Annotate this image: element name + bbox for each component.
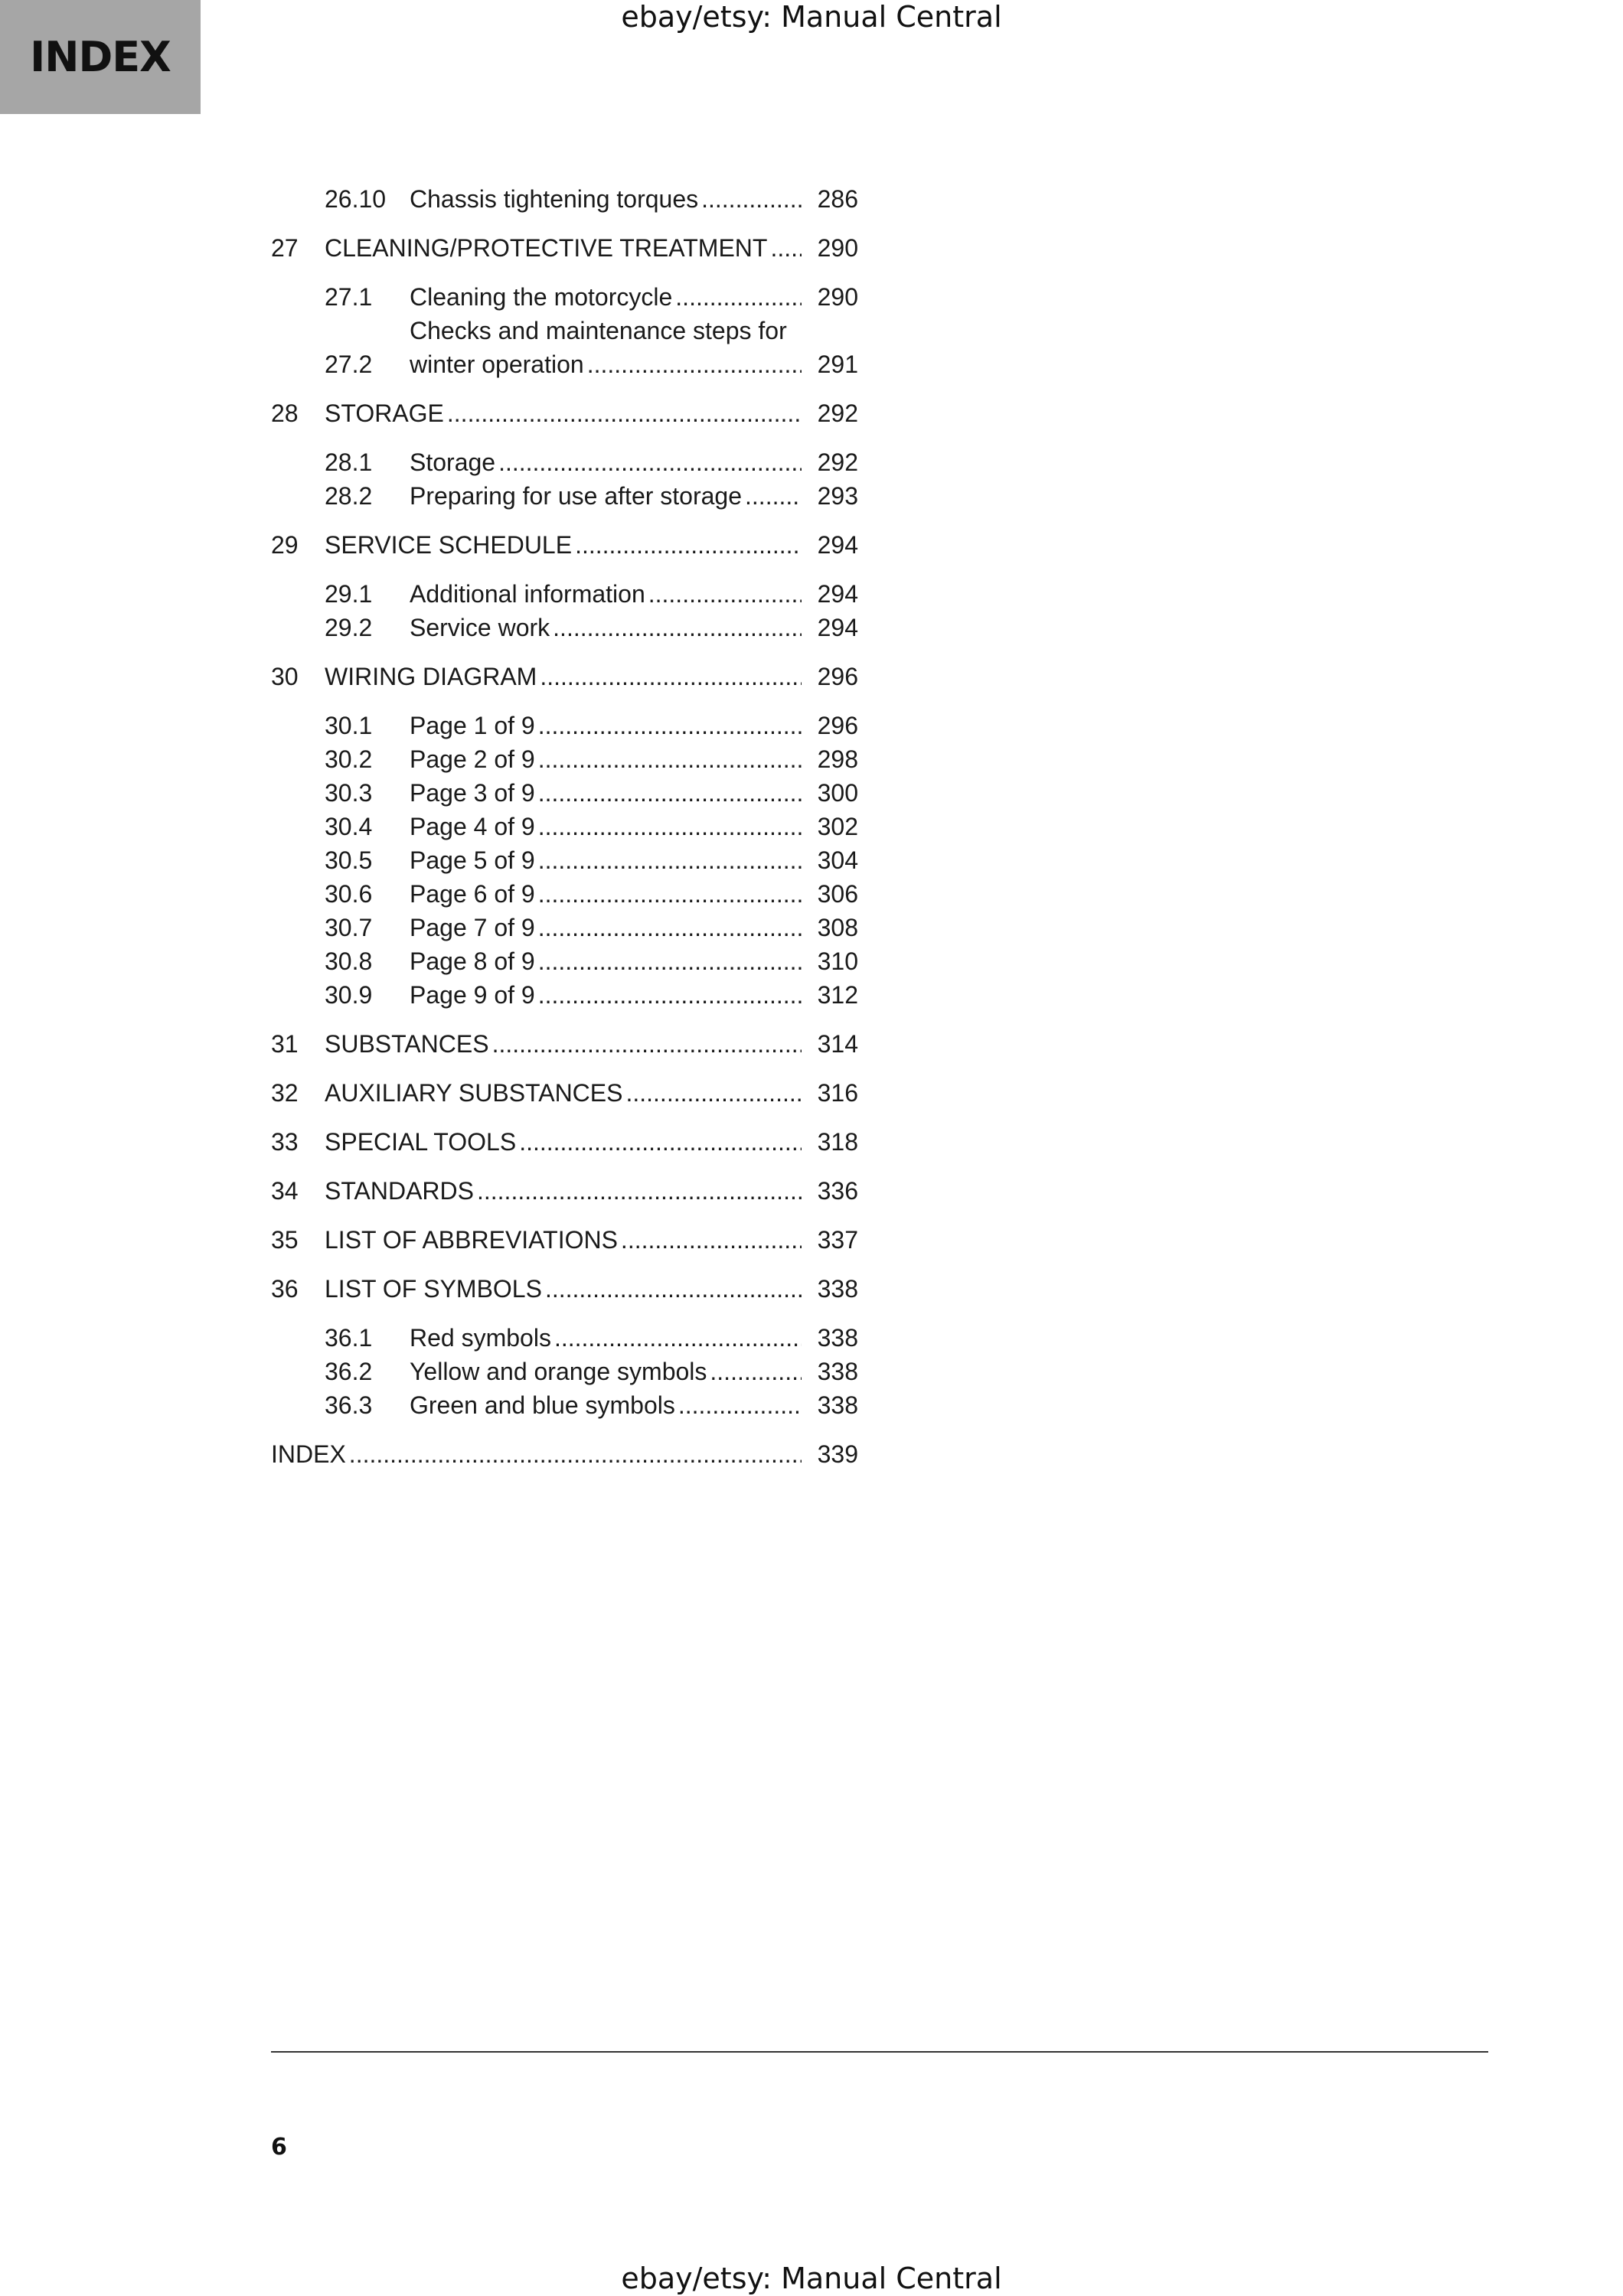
toc-entry-page: 304 — [817, 846, 858, 874]
toc-entry-title-cell — [410, 1321, 802, 1355]
dot-leader — [535, 776, 802, 810]
toc-entry-number: 29.1 — [325, 580, 373, 608]
toc-entry[interactable] — [271, 1272, 858, 1306]
dot-leader — [551, 1321, 802, 1355]
dot-leader — [622, 1076, 802, 1110]
toc-entry[interactable] — [271, 445, 858, 479]
toc-entry-title: Service work — [410, 614, 550, 641]
toc-entry-number: 30.5 — [325, 846, 373, 874]
dot-leader — [707, 1355, 802, 1388]
dot-leader — [675, 1388, 802, 1422]
toc-entry-title-cell — [410, 479, 802, 513]
toc-entry-title: WIRING DIAGRAM — [325, 663, 537, 690]
toc-entry-number: 30 — [271, 663, 299, 690]
toc-entry-page: 294 — [817, 614, 858, 641]
toc-entry-title: Page 4 of 9 — [410, 813, 535, 840]
toc-entry-title-cell — [410, 709, 802, 742]
footer-divider — [271, 2051, 1488, 2053]
toc-entry-page: 314 — [817, 1030, 858, 1058]
toc-entry-page: 312 — [817, 981, 858, 1009]
toc-entry-title-cell — [325, 1125, 802, 1159]
toc-entry[interactable] — [271, 911, 858, 944]
toc-entry-title: SERVICE SCHEDULE — [325, 531, 573, 559]
toc-entry[interactable] — [271, 1437, 858, 1471]
toc-entry-page: 338 — [817, 1358, 858, 1385]
dot-leader — [672, 280, 802, 314]
toc-entry-title: SPECIAL TOOLS — [325, 1128, 517, 1156]
toc-entry-page: 296 — [817, 663, 858, 690]
toc-entry-title-cell — [410, 944, 802, 978]
dot-leader — [535, 978, 802, 1012]
dot-leader — [489, 1027, 802, 1061]
toc-entry-page: 290 — [817, 283, 858, 311]
toc-entry-number: 30.9 — [325, 981, 373, 1009]
toc-entry-number: 28 — [271, 400, 299, 427]
toc-entry-page: 306 — [817, 880, 858, 908]
toc-entry-title: Page 1 of 9 — [410, 712, 535, 739]
toc-entry-title-cell — [410, 843, 802, 877]
dot-leader — [550, 611, 802, 644]
toc-entry-title-cell — [410, 445, 802, 479]
dot-leader — [698, 182, 802, 216]
dot-leader — [535, 843, 802, 877]
toc-entry-title: LIST OF SYMBOLS — [325, 1275, 542, 1303]
toc-entry[interactable] — [271, 1321, 858, 1355]
toc-entry[interactable] — [271, 810, 858, 843]
toc-entry-number: 26.10 — [325, 185, 387, 213]
dot-leader — [346, 1437, 802, 1471]
toc-entry[interactable] — [271, 611, 858, 644]
toc-entry[interactable] — [271, 1355, 858, 1388]
toc-entry-number: 34 — [271, 1177, 299, 1205]
toc-entry-number: 33 — [271, 1128, 299, 1156]
toc-entry[interactable] — [271, 182, 858, 216]
dot-leader — [535, 709, 802, 742]
toc-entry-title-cell — [410, 776, 802, 810]
toc-entry-title-cell — [410, 1355, 802, 1388]
toc-entry-title-cell — [325, 1027, 802, 1061]
dot-leader — [767, 231, 802, 265]
toc-entry-page: 310 — [817, 947, 858, 975]
toc-entry-number: 36.3 — [325, 1391, 373, 1419]
toc-entry-page: 337 — [817, 1226, 858, 1254]
toc-entry-title-cell — [410, 1388, 802, 1422]
toc-entry-title: Page 6 of 9 — [410, 880, 535, 908]
toc-entry[interactable] — [271, 1125, 858, 1159]
toc-entry[interactable] — [271, 843, 858, 877]
toc-entry-number: 30.1 — [325, 712, 373, 739]
toc-entry-title: INDEX — [271, 1440, 346, 1468]
toc-entry-title: Chassis tightening torques — [410, 185, 699, 213]
toc-entry-title-cell — [410, 280, 802, 314]
toc-entry-title: Page 9 of 9 — [410, 981, 535, 1009]
dot-leader — [584, 347, 802, 381]
toc-entry-number: 36.2 — [325, 1358, 373, 1385]
toc-entry[interactable] — [271, 742, 858, 776]
toc-entry[interactable] — [271, 314, 858, 381]
toc-entry-page: 318 — [817, 1128, 858, 1156]
toc-entry-page: 294 — [817, 580, 858, 608]
toc-entry-number: 27.2 — [325, 351, 373, 378]
toc-entry-title-cell — [410, 742, 802, 776]
toc-entry-title: Preparing for use after storage — [410, 482, 743, 510]
toc-entry-number: 36.1 — [325, 1324, 373, 1352]
toc-entry[interactable] — [271, 1076, 858, 1110]
toc-entry-page: 286 — [817, 185, 858, 213]
dot-leader — [645, 577, 802, 611]
toc-entry-title: Checks and maintenance steps for — [410, 317, 787, 344]
toc-entry[interactable] — [271, 396, 858, 430]
toc-entry-title-cell — [271, 1437, 802, 1471]
toc-entry-title: Page 2 of 9 — [410, 745, 535, 773]
dot-leader — [572, 528, 802, 562]
toc-entry-page: 338 — [817, 1391, 858, 1419]
toc-entry-title: Page 3 of 9 — [410, 779, 535, 807]
toc-entry[interactable] — [271, 1388, 858, 1422]
toc-entry-title: Page 7 of 9 — [410, 914, 535, 941]
toc-entry-page: 300 — [817, 779, 858, 807]
dot-leader — [535, 877, 802, 911]
toc-entry-title-cell — [410, 877, 802, 911]
toc-entry-title-cell — [325, 660, 802, 693]
toc-entry-number: 31 — [271, 1030, 299, 1058]
toc-entry-title: LIST OF ABBREVIATIONS — [325, 1226, 618, 1254]
toc-entry[interactable] — [271, 776, 858, 810]
toc-entry-page: 302 — [817, 813, 858, 840]
toc-entry-title: SUBSTANCES — [325, 1030, 489, 1058]
toc-entry-title: STORAGE — [325, 400, 444, 427]
toc-entry-number: 27 — [271, 234, 299, 262]
toc-entry-number: 32 — [271, 1079, 299, 1107]
dot-leader — [535, 810, 802, 843]
toc-entry[interactable] — [271, 1027, 858, 1061]
toc-entry-page: 296 — [817, 712, 858, 739]
toc-entry-number: 27.1 — [325, 283, 373, 311]
table-of-contents — [271, 182, 858, 1471]
toc-entry-title: Yellow and orange symbols — [410, 1358, 707, 1385]
toc-entry-page: 338 — [817, 1324, 858, 1352]
toc-entry[interactable] — [271, 577, 858, 611]
toc-entry-title-cell — [325, 1272, 802, 1306]
toc-entry-page: 338 — [817, 1275, 858, 1303]
toc-entry-number: 36 — [271, 1275, 299, 1303]
toc-entry-page: 294 — [817, 531, 858, 559]
page-number: 6 — [271, 2134, 287, 2161]
toc-entry-title-cell — [410, 314, 802, 381]
toc-entry-number: 28.1 — [325, 448, 373, 476]
toc-entry-title: AUXILIARY SUBSTANCES — [325, 1079, 623, 1107]
toc-entry-number: 30.8 — [325, 947, 373, 975]
dot-leader — [535, 742, 802, 776]
toc-entry-title-cell — [325, 528, 802, 562]
index-tab-label: INDEX — [30, 33, 171, 81]
dot-leader — [742, 479, 802, 513]
dot-leader — [474, 1174, 802, 1208]
toc-entry-title: STANDARDS — [325, 1177, 474, 1205]
toc-entry-page: 290 — [817, 234, 858, 262]
toc-entry-title-cell — [410, 182, 802, 216]
toc-entry-number: 30.3 — [325, 779, 373, 807]
dot-leader — [618, 1223, 802, 1257]
toc-entry-title-cell — [410, 978, 802, 1012]
toc-entry-page: 291 — [817, 351, 858, 378]
toc-entry[interactable] — [271, 978, 858, 1012]
toc-entry-number: 30.2 — [325, 745, 373, 773]
toc-entry-page: 298 — [817, 745, 858, 773]
toc-entry-page: 292 — [817, 448, 858, 476]
toc-entry-title: Red symbols — [410, 1324, 551, 1352]
toc-entry-title: Cleaning the motorcycle — [410, 283, 673, 311]
toc-entry-title-cell — [410, 611, 802, 644]
toc-entry-number: 29.2 — [325, 614, 373, 641]
toc-entry-page: 308 — [817, 914, 858, 941]
toc-entry-title-cell — [325, 1174, 802, 1208]
toc-entry[interactable] — [271, 479, 858, 513]
toc-entry-title: Page 5 of 9 — [410, 846, 535, 874]
toc-entry[interactable] — [271, 877, 858, 911]
toc-entry-title-cell — [325, 1223, 802, 1257]
toc-entry-page: 292 — [817, 400, 858, 427]
toc-entry-title-cell — [410, 911, 802, 944]
toc-entry-title: Green and blue symbols — [410, 1391, 675, 1419]
toc-entry-number: 28.2 — [325, 482, 373, 510]
toc-entry-page: 293 — [817, 482, 858, 510]
toc-entry-title: Page 8 of 9 — [410, 947, 535, 975]
dot-leader — [444, 396, 802, 430]
toc-entry-title-cell — [325, 231, 802, 265]
toc-entry-title: Storage — [410, 448, 496, 476]
toc-entry-title-cell — [325, 396, 802, 430]
dot-leader — [537, 660, 802, 693]
toc-entry-title-continued: winter operation — [410, 351, 584, 378]
toc-entry-page: 336 — [817, 1177, 858, 1205]
toc-entry[interactable] — [271, 280, 858, 314]
toc-entry-title: CLEANING/PROTECTIVE TREATMENT — [325, 234, 768, 262]
toc-entry-number: 30.7 — [325, 914, 373, 941]
dot-leader — [535, 911, 802, 944]
dot-leader — [542, 1272, 802, 1306]
toc-entry-number: 30.4 — [325, 813, 373, 840]
toc-entry[interactable] — [271, 1174, 858, 1208]
dot-leader — [495, 445, 802, 479]
watermark-top: ebay/etsy: Manual Central — [621, 0, 1002, 34]
toc-entry[interactable] — [271, 660, 858, 693]
toc-entry[interactable] — [271, 709, 858, 742]
toc-entry-title-cell — [410, 810, 802, 843]
toc-entry-number: 29 — [271, 531, 299, 559]
dot-leader — [535, 944, 802, 978]
toc-entry[interactable] — [271, 1223, 858, 1257]
toc-entry-title: Additional information — [410, 580, 645, 608]
toc-entry[interactable] — [271, 528, 858, 562]
toc-entry-page: 316 — [817, 1079, 858, 1107]
toc-entry[interactable] — [271, 944, 858, 978]
toc-entry-number: 30.6 — [325, 880, 373, 908]
dot-leader — [516, 1125, 802, 1159]
toc-entry-title-cell — [325, 1076, 802, 1110]
toc-entry-title-cell — [410, 577, 802, 611]
watermark-bottom: ebay/etsy: Manual Central — [621, 2262, 1002, 2295]
toc-entry[interactable] — [271, 231, 858, 265]
toc-entry-page: 339 — [817, 1440, 858, 1468]
toc-entry-number: 35 — [271, 1226, 299, 1254]
